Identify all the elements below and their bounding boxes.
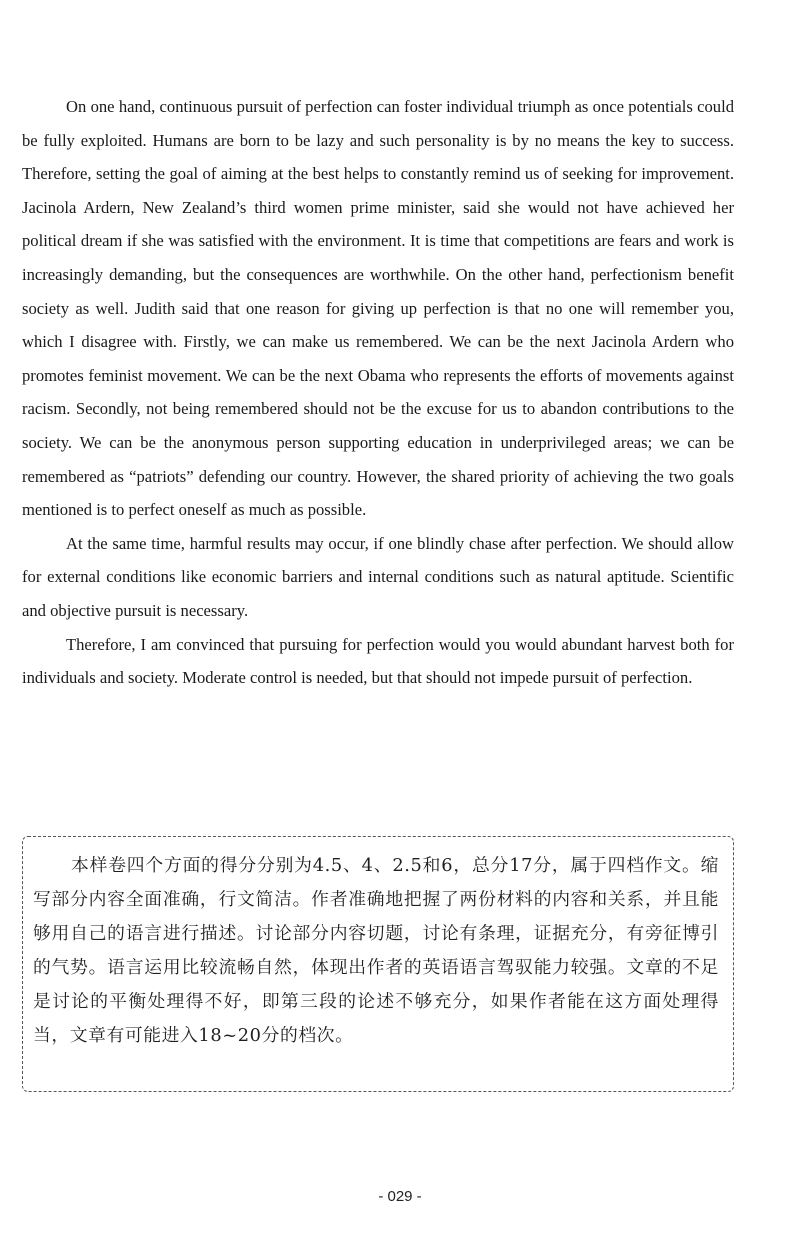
- evaluation-comment-box: [22, 836, 734, 1092]
- essay-paragraph-3: Therefore, I am convinced that pursuing for perfection would you would abundant harvest both for individuals and society. Moderate control is needed, but that should not impede pursuit of perfection.: [22, 634, 734, 688]
- essay-paragraph-1: On one hand, continuous pursuit of perfection can foster individual triumph as once potentials could be fully exploited. Humans are born to be lazy and such personality is by no means the key to success. Therefore, setting the goal of aiming at the best helps to constantly remind us of seeking for improvement. Jacinola Ardern, New Zealand’s third women prime minister, said she would not have achieved her political dream if she was satisfied with the environment. It is time that competitions are fears and work is increasingly demanding, but the consequences are worthwhile. On the other hand, perfectionism benefit society as well. Judith said that one reason for giving up perfection is that no one will remember you, which I disagree with. Firstly, we can make us remembered. We can be the next Jacinola Ardern who promotes feminist movement. We can be the next Obama who represents the efforts of movements against racism. Secondly, not being remembered should not be the excuse for us to abandon contributions to the society. We can be the anonymous person supporting education in underprivileged areas; we can be remembered as “patriots” defending our country. However, the shared priority of achieving the two goals mentioned is to perfect oneself as much as possible.: [22, 97, 734, 520]
- page-number: - 029 -: [378, 1188, 422, 1205]
- evaluation-comment-text: 本样卷四个方面的得分分别为4.5、4、2.5和6，总分17分，属于四档作文。缩写部分内容全面准确，行文简洁。作者准确地把握了两份材料的内容和关系，并且能够用自己的语言进行描述。讨论部分内容切题，讨论有条理，证据充分，有旁征博引的气势。语言运用比较流畅自然，体现出作者的英语语言驾驭能力较强。文章的不足是讨论的平衡处理得不好，即第三段的论述不够充分，如果作者能在这方面处理得当，文章有可能进入18~20分的档次。: [33, 855, 719, 1046]
- essay-body: [22, 90, 734, 695]
- essay-paragraph-2: At the same time, harmful results may occur, if one blindly chase after perfection. We should allow for external conditions like economic barriers and internal conditions such as natural aptitude. Scientific and objective pursuit is necessary.: [22, 533, 734, 620]
